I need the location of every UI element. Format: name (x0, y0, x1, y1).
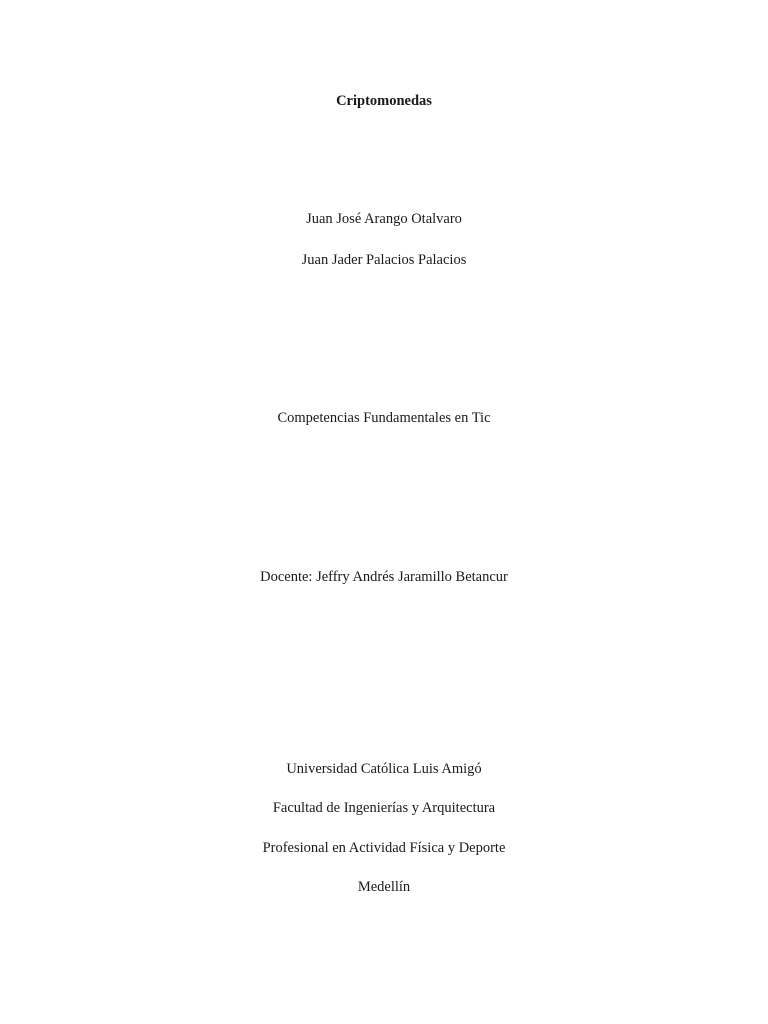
document-title: Criptomonedas (336, 93, 432, 109)
faculty-name: Facultad de Ingenierías y Arquitectura (272, 800, 496, 816)
program-name: Profesional en Actividad Física y Deporte (262, 840, 506, 856)
author-name: Juan José Arango Otalvaro (306, 211, 462, 227)
author-name: Juan Jader Palacios Palacios (301, 252, 467, 268)
course-name: Competencias Fundamentales en Tic (277, 410, 491, 426)
university-name: Universidad Católica Luis Amigó (286, 761, 482, 777)
teacher-name: Docente: Jeffry Andrés Jaramillo Betancur (260, 569, 508, 585)
city-name: Medellín (357, 879, 411, 895)
